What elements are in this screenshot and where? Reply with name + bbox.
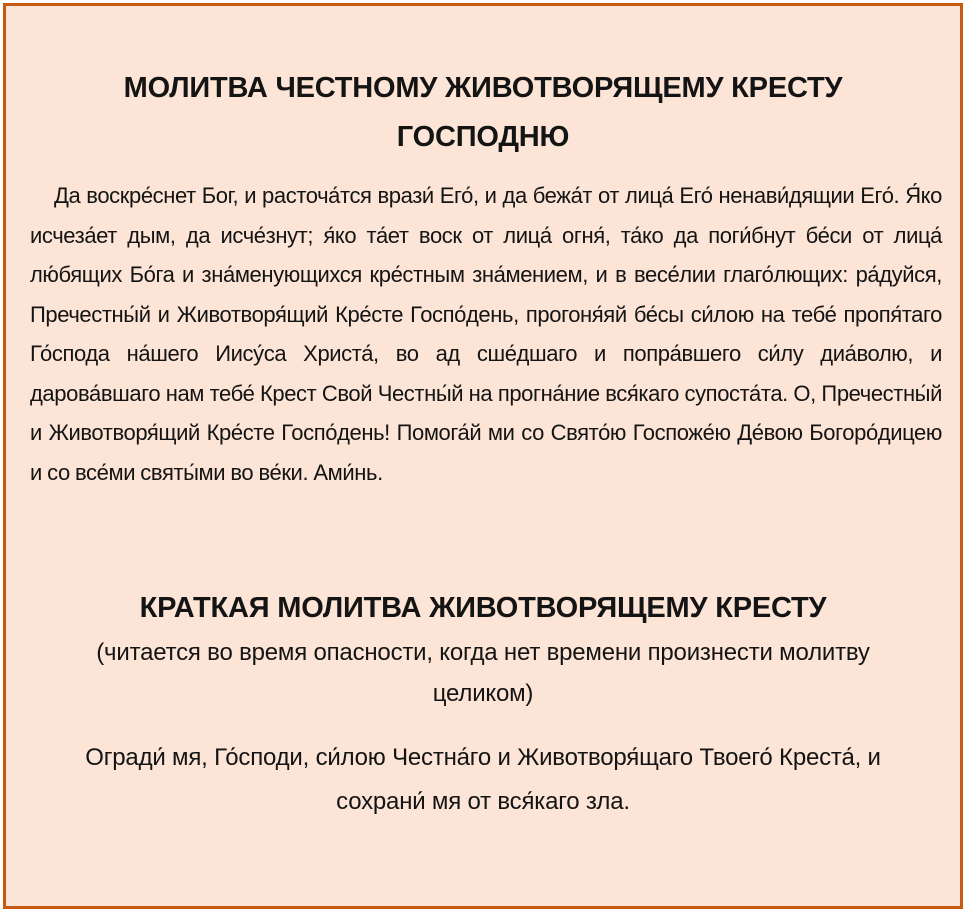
- main-prayer-title-line1: МОЛИТВА ЧЕСТНОМУ ЖИВОТВОРЯЩЕМУ КРЕСТУ: [123, 72, 843, 104]
- short-prayer-title: КРАТКАЯ МОЛИТВА ЖИВОТВОРЯЩЕМУ КРЕСТУ: [139, 592, 827, 624]
- main-prayer-title: [6, 64, 960, 162]
- prayer-card: [3, 3, 963, 909]
- main-prayer-title-line2: ГОСПОДНЮ: [396, 121, 570, 153]
- main-prayer-text-block: [30, 176, 942, 492]
- short-prayer-subtitle: (читается во время опасности, когда нет времени произнести молитву целиком): [96, 639, 870, 707]
- main-prayer-text: Да воскре́снет Бог, и расточа́тся врази́ Его́, и да бежа́т от лица́ Его́ ненави́дящии Его́. Я́ко исчеза́ет дым, да исче́знут; я́ко та́ет воск от лица́ огня́, та́ко да поги́бнут бе́си от лица́ лю́бящих Бо́га и зна́менующихся кре́стным зна́мением, и в весе́лии глаго́лющих: ра́дуйся, Пречестны́й и Животворя́щий Кре́сте Госпо́день, прогоня́яй бе́сы си́лою на тебе́ пропя́таго Го́спода на́шего Иису́са Христа́, во ад сше́дшаго и попра́вшего си́лу диа́волю, и дарова́вшаго нам тебе́ Крест Свой Честны́й на прогна́ние вся́каго супоста́та. О, Пречестны́й и Животворя́щий Кре́сте Госпо́день! Помога́й ми со Свято́ю Госпоже́ю Де́вою Богоро́дицею и со все́ми святы́ми во ве́ки. Ами́нь.: [30, 183, 942, 485]
- short-prayer-text: Огради́ мя, Го́споди, си́лою Честна́го и Животворя́щаго Твоего́ Креста́, и сохрани́ мя от вся́каго зла.: [85, 744, 881, 815]
